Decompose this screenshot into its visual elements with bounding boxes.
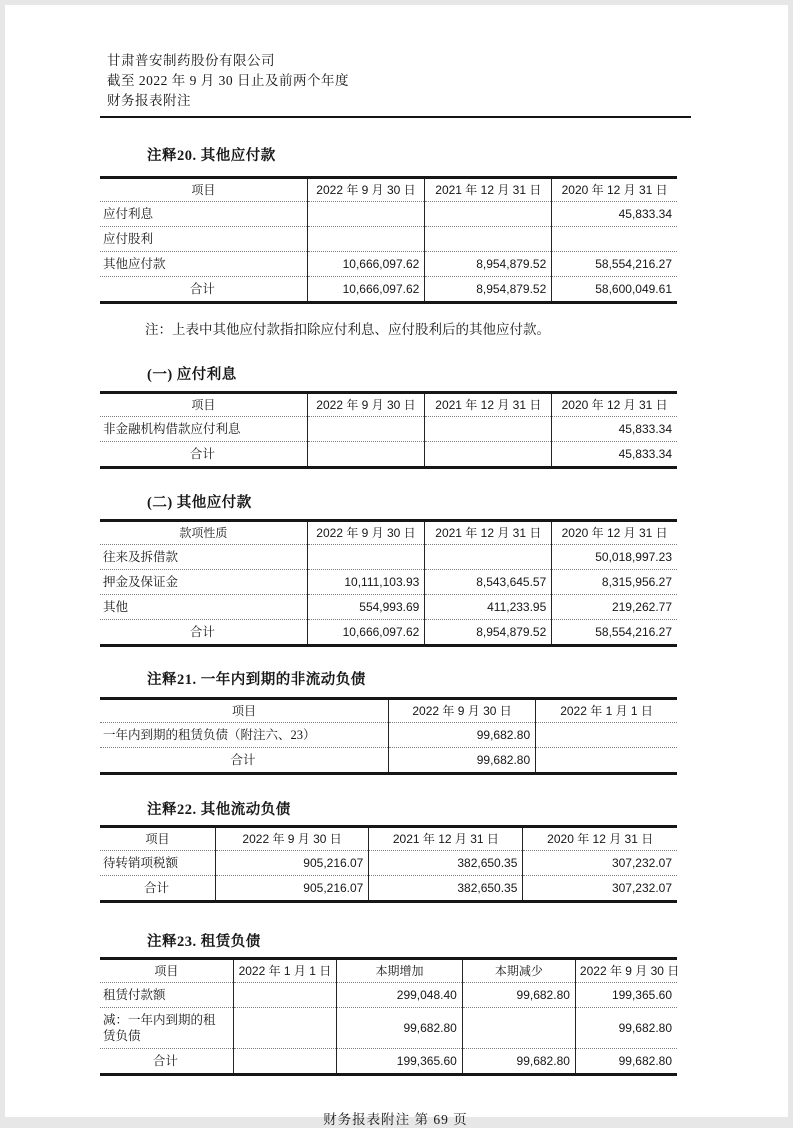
financial-table [100,957,680,1076]
cell-value: 411,233.95 [425,595,552,620]
section-note22 [100,801,696,903]
table-header-row [100,521,677,545]
row-label: 减：一年内到期的租赁负债 [100,1008,233,1049]
column-header: 2022 年 1 月 1 日 [536,699,677,723]
column-header: 2021 年 12 月 31 日 [369,827,523,851]
table-row [100,252,677,277]
cell-value: 219,262.77 [552,595,677,620]
column-header: 2020 年 12 月 31 日 [552,393,677,417]
cell-value: 99,682.80 [389,723,536,748]
column-header: 2020 年 12 月 31 日 [552,178,677,202]
row-label: 一年内到期的租赁负债（附注六、23） [100,723,389,748]
column-header: 2021 年 12 月 31 日 [425,178,552,202]
cell-value [307,442,425,468]
cell-value [307,202,425,227]
table-interest-payable [100,391,696,469]
table-other-payables-detail [100,519,696,647]
row-label: 往来及拆借款 [100,545,307,570]
cell-value: 45,833.34 [552,417,677,442]
row-label: 合计 [100,876,215,902]
column-header: 本期增加 [337,959,463,983]
cell-value [307,545,425,570]
cell-value: 99,682.80 [337,1008,463,1049]
cell-value: 99,682.80 [462,983,575,1008]
table-row [100,545,677,570]
cell-value [536,748,677,774]
table-total-row [100,876,677,902]
cell-value [425,545,552,570]
financial-table [100,825,677,903]
table-total-row [100,1049,677,1075]
column-header: 2020 年 12 月 31 日 [523,827,677,851]
section-note21 [100,671,696,775]
row-label: 待转销项税额 [100,851,215,876]
row-label: 合计 [100,748,389,774]
cell-value: 382,650.35 [369,876,523,902]
row-label: 其他应付款 [100,252,307,277]
cell-value: 199,365.60 [337,1049,463,1075]
row-label: 其他 [100,595,307,620]
column-header: 2022 年 9 月 30 日 [215,827,368,851]
cell-value: 905,216.07 [215,851,368,876]
financial-table [100,176,677,304]
table-note20-other-payables [100,176,696,304]
cell-value: 199,365.60 [575,983,677,1008]
column-header: 本期减少 [462,959,575,983]
table-row [100,983,677,1008]
row-label: 押金及保证金 [100,570,307,595]
column-header: 项目 [154,964,179,978]
column-header: 2020 年 12 月 31 日 [552,521,677,545]
section-title-note21: 注释21. 一年内到期的非流动负债 [147,672,366,688]
cell-value: 10,666,097.62 [307,277,425,303]
note20-footnote: 注：上表中其他应付款指扣除应付利息、应付股利后的其他应付款。 [145,322,550,337]
table-non-current-liabilities-due [100,697,696,775]
column-header: 2021 年 12 月 31 日 [425,521,552,545]
cell-value: 307,232.07 [523,851,677,876]
cell-value [462,1008,575,1049]
table-header-row [100,959,677,983]
row-label: 合计 [100,442,307,468]
cell-value: 8,954,879.52 [425,277,552,303]
document-header [107,51,696,111]
column-header: 项目 [145,832,170,846]
row-label: 非金融机构借款应付利息 [100,417,307,442]
cell-value: 99,682.80 [575,1008,677,1049]
section-note23 [100,933,696,1076]
table-header-row [100,178,677,202]
cell-value [425,227,552,252]
row-label: 合计 [100,620,307,646]
report-period: 截至 2022 年 9 月 30 日止及前两个年度 [107,73,349,88]
page-footer: 财务报表附注 第 69 页 [323,1112,468,1127]
cell-value [425,417,552,442]
column-header: 2022 年 9 月 30 日 [575,959,677,983]
section-title-note23: 注释23. 租赁负债 [147,934,261,950]
cell-value: 99,682.80 [389,748,536,774]
table-header-row [100,827,677,851]
page-content [100,5,696,1128]
cell-value: 299,048.40 [337,983,463,1008]
cell-value [425,442,552,468]
table-row [100,570,677,595]
table-row [100,227,677,252]
financial-table [100,519,677,647]
column-header: 2022 年 9 月 30 日 [389,699,536,723]
column-header: 项目 [231,704,256,718]
table-total-row [100,277,677,303]
table-header-row [100,699,677,723]
cell-value: 58,600,049.61 [552,277,677,303]
cell-value: 382,650.35 [369,851,523,876]
column-header: 项目 [191,398,216,412]
section-title-note22: 注释22. 其他流动负债 [147,802,291,818]
section-note20 [100,147,696,339]
column-header: 2022 年 9 月 30 日 [307,521,425,545]
row-label: 合计 [100,1049,233,1075]
financial-table [100,391,677,469]
row-label: 应付股利 [100,227,307,252]
row-label: 合计 [100,277,307,303]
section-title-note20: 注释20. 其他应付款 [147,148,276,164]
table-row [100,202,677,227]
section-title-note20-1: (一) 应付利息 [147,367,237,383]
table-row [100,417,677,442]
table-total-row [100,620,677,646]
cell-value [425,202,552,227]
cell-value: 8,954,879.52 [425,252,552,277]
cell-value: 8,315,956.27 [552,570,677,595]
cell-value [307,227,425,252]
table-row [100,595,677,620]
header-divider [100,116,691,118]
document-page [5,5,788,1127]
section-note20-2 [100,494,696,647]
cell-value: 58,554,216.27 [552,620,677,646]
cell-value [552,227,677,252]
cell-value [233,1049,336,1075]
cell-value [536,723,677,748]
column-header: 2022 年 9 月 30 日 [307,393,425,417]
table-row [100,851,677,876]
cell-value: 905,216.07 [215,876,368,902]
column-header: 款项性质 [179,526,228,540]
cell-value [307,417,425,442]
cell-value: 10,666,097.62 [307,252,425,277]
cell-value: 99,682.80 [462,1049,575,1075]
table-header-row [100,393,677,417]
row-label: 租赁付款额 [100,983,233,1008]
column-header: 2022 年 1 月 1 日 [233,959,336,983]
cell-value: 10,111,103.93 [307,570,425,595]
cell-value [233,1008,336,1049]
cell-value: 45,833.34 [552,202,677,227]
row-label: 应付利息 [100,202,307,227]
table-lease-liabilities [100,957,696,1076]
table-row [100,723,677,748]
cell-value: 58,554,216.27 [552,252,677,277]
table-other-current-liabilities [100,825,696,903]
cell-value: 50,018,997.23 [552,545,677,570]
cell-value: 554,993.69 [307,595,425,620]
table-total-row [100,748,677,774]
column-header: 项目 [191,183,216,197]
company-name: 甘肃普安制药股份有限公司 [107,53,275,68]
cell-value: 10,666,097.62 [307,620,425,646]
cell-value: 99,682.80 [575,1049,677,1075]
cell-value: 307,232.07 [523,876,677,902]
column-header: 2022 年 9 月 30 日 [307,178,425,202]
section-note20-1 [100,366,696,469]
table-row [100,1008,677,1049]
table-total-row [100,442,677,468]
cell-value: 8,954,879.52 [425,620,552,646]
column-header: 2021 年 12 月 31 日 [425,393,552,417]
section-title-note20-2: (二) 其他应付款 [147,495,252,511]
cell-value: 45,833.34 [552,442,677,468]
report-title: 财务报表附注 [107,93,191,108]
cell-value: 8,543,645.57 [425,570,552,595]
cell-value [233,983,336,1008]
financial-table [100,697,677,775]
